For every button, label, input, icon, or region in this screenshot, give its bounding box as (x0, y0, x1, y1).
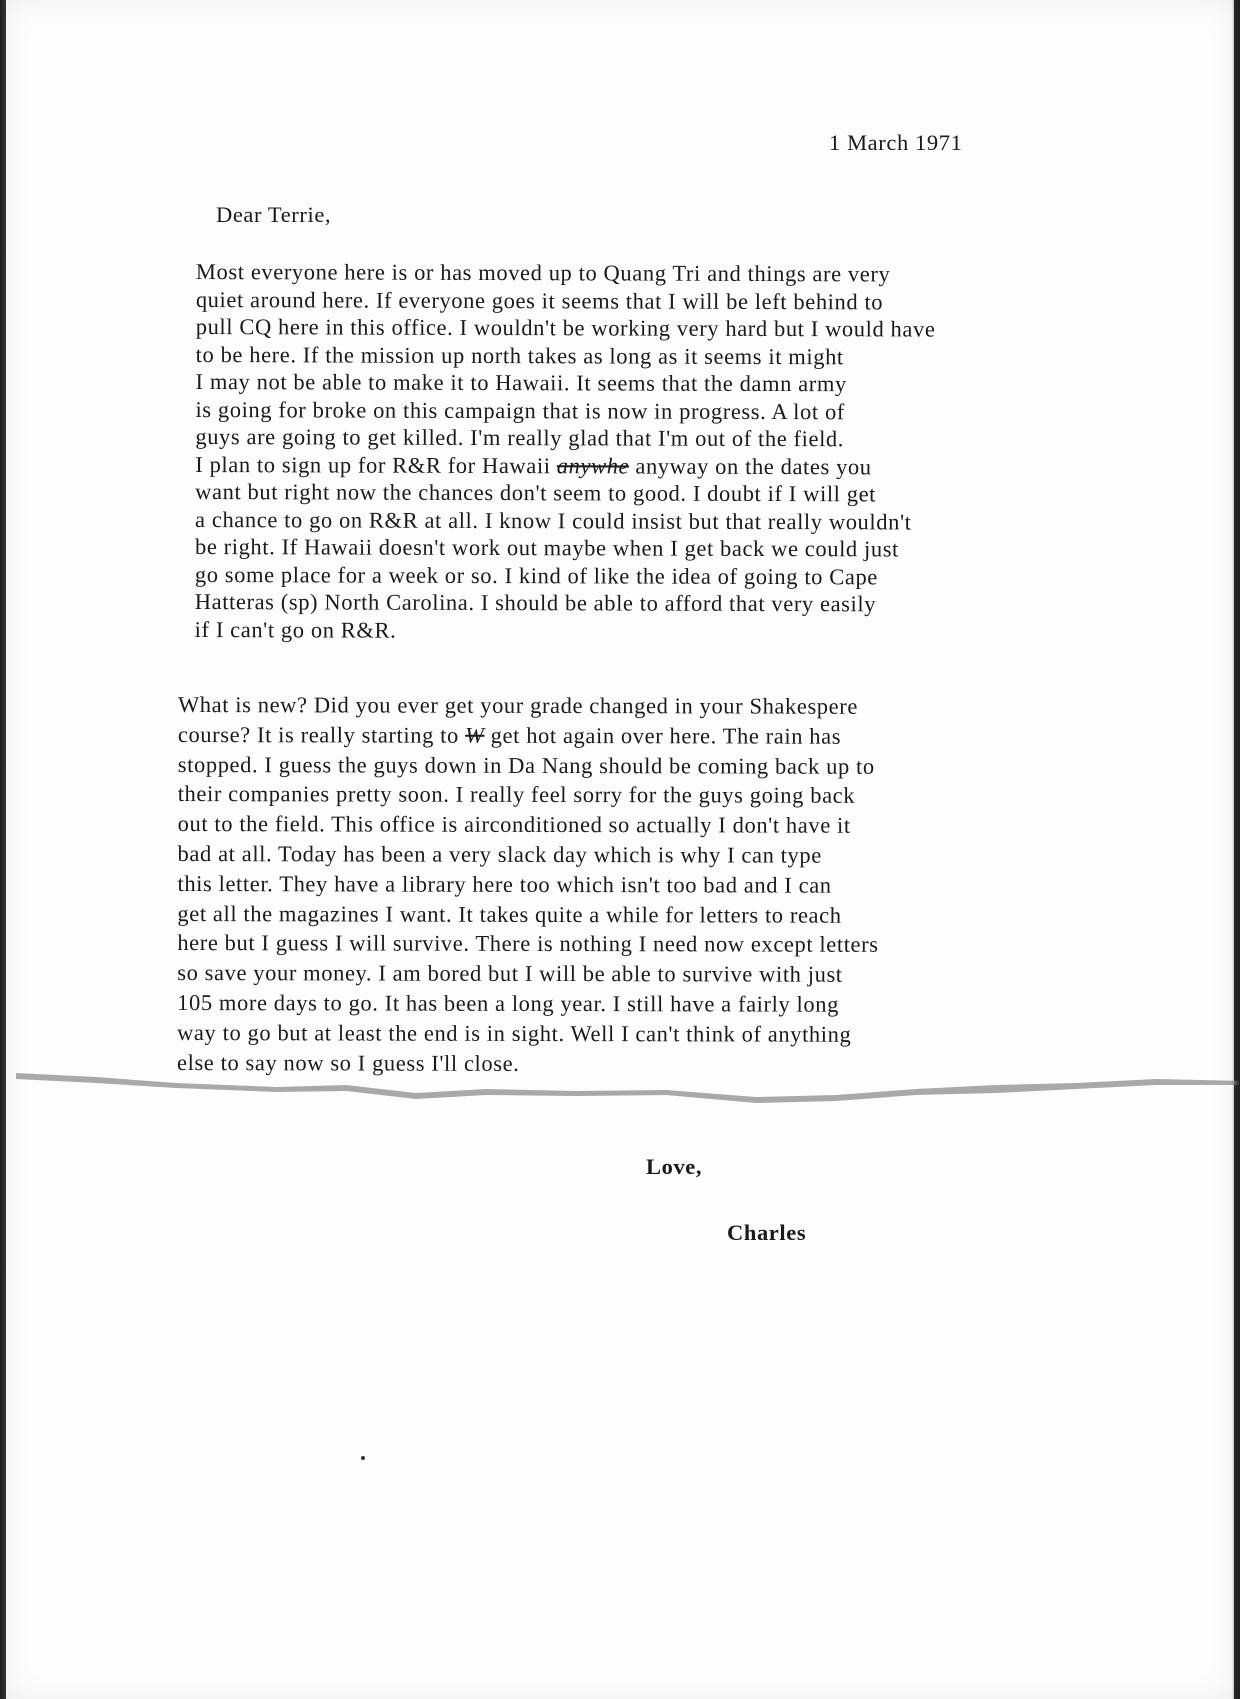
text-line: guys are going to get killed. I'm really glad that I'm out of the field. (195, 423, 845, 452)
signature: Charles (727, 1220, 807, 1245)
letter-paper (6, 0, 1234, 1699)
text-line: is going for broke on this campaign that is now in progress. A lot of (195, 396, 845, 424)
paragraph-1 (195, 258, 936, 646)
text-segment: get hot again over here. The rain has (490, 722, 842, 749)
text-segment: course? It is really starting to (177, 721, 459, 748)
letter-date: 1 March 1971 (829, 130, 963, 155)
text-line: go some place for a week or so. I kind of like the idea of going to Cape (194, 561, 878, 589)
text-line: a chance to go on R&R at all. I know I could insist but that really wouldn't (195, 506, 912, 534)
text-line: pull CQ here in this office. I wouldn't be working very hard but I would have (195, 313, 936, 342)
paper-speck (361, 1456, 365, 1460)
text-line (195, 450, 935, 480)
text-line: this letter. They have a library here too which isn't too bad and I can (177, 870, 832, 898)
text-line: want but right now the chances don't seem to good. I doubt if I will get (195, 478, 877, 507)
text-line: their companies pretty soon. I really feel sorry for the guys going back (177, 781, 856, 809)
text-line: I may not be able to make it to Hawaii. It seems that the damn army (195, 368, 847, 397)
text-line: else to say now so I guess I'll close. (176, 1049, 520, 1076)
text-line: if I can't go on R&R. (194, 616, 397, 643)
text-line: to be here. If the mission up north takes as long as it seems it might (195, 341, 844, 369)
right-scan-edge (1232, 0, 1240, 1699)
text-line: way to go but at least the end is in sight. Well I can't think of anything (177, 1019, 852, 1047)
text-segment: I plan to sign up for R&R for Hawaii (195, 451, 551, 478)
text-line: What is new? Did you ever get your grade changed in your Shakespere (177, 692, 858, 719)
struck-out-word: anywhe (556, 452, 630, 479)
closing: Love, (646, 1154, 703, 1179)
text-line: stopped. I guess the guys down in Da Nang should be coming back up to (177, 751, 875, 779)
text-line (178, 720, 879, 752)
salutation: Dear Terrie, (216, 202, 332, 227)
text-line: quiet around here. If everyone goes it seems that I will be left behind to (195, 286, 884, 314)
text-line: 105 more days to go. It has been a long year. I still have a fairly long (177, 989, 840, 1017)
text-line: be right. If Hawaii doesn't work out maybe when I get back we could just (194, 533, 899, 562)
text-line: bad at all. Today has been a very slack day which is why I can type (177, 840, 822, 868)
text-line: Hatteras (sp) North Carolina. I should be able to afford that very easily (194, 588, 877, 617)
text-line: get all the magazines I want. It takes quite a while for letters to reach (177, 900, 842, 928)
text-line: so save your money. I am bored but I will be able to survive with just (177, 960, 843, 987)
text-segment: anyway on the dates you (635, 453, 872, 479)
paragraph-2 (177, 690, 879, 1079)
text-line: out to the field. This office is airconditioned so actually I don't have it (177, 811, 851, 838)
text-line: here but I guess I will survive. There is nothing I need now except letters (177, 930, 879, 958)
struck-out-char: W (465, 722, 485, 748)
text-line: Most everyone here is or has moved up to Quang Tri and things are very (195, 259, 891, 287)
